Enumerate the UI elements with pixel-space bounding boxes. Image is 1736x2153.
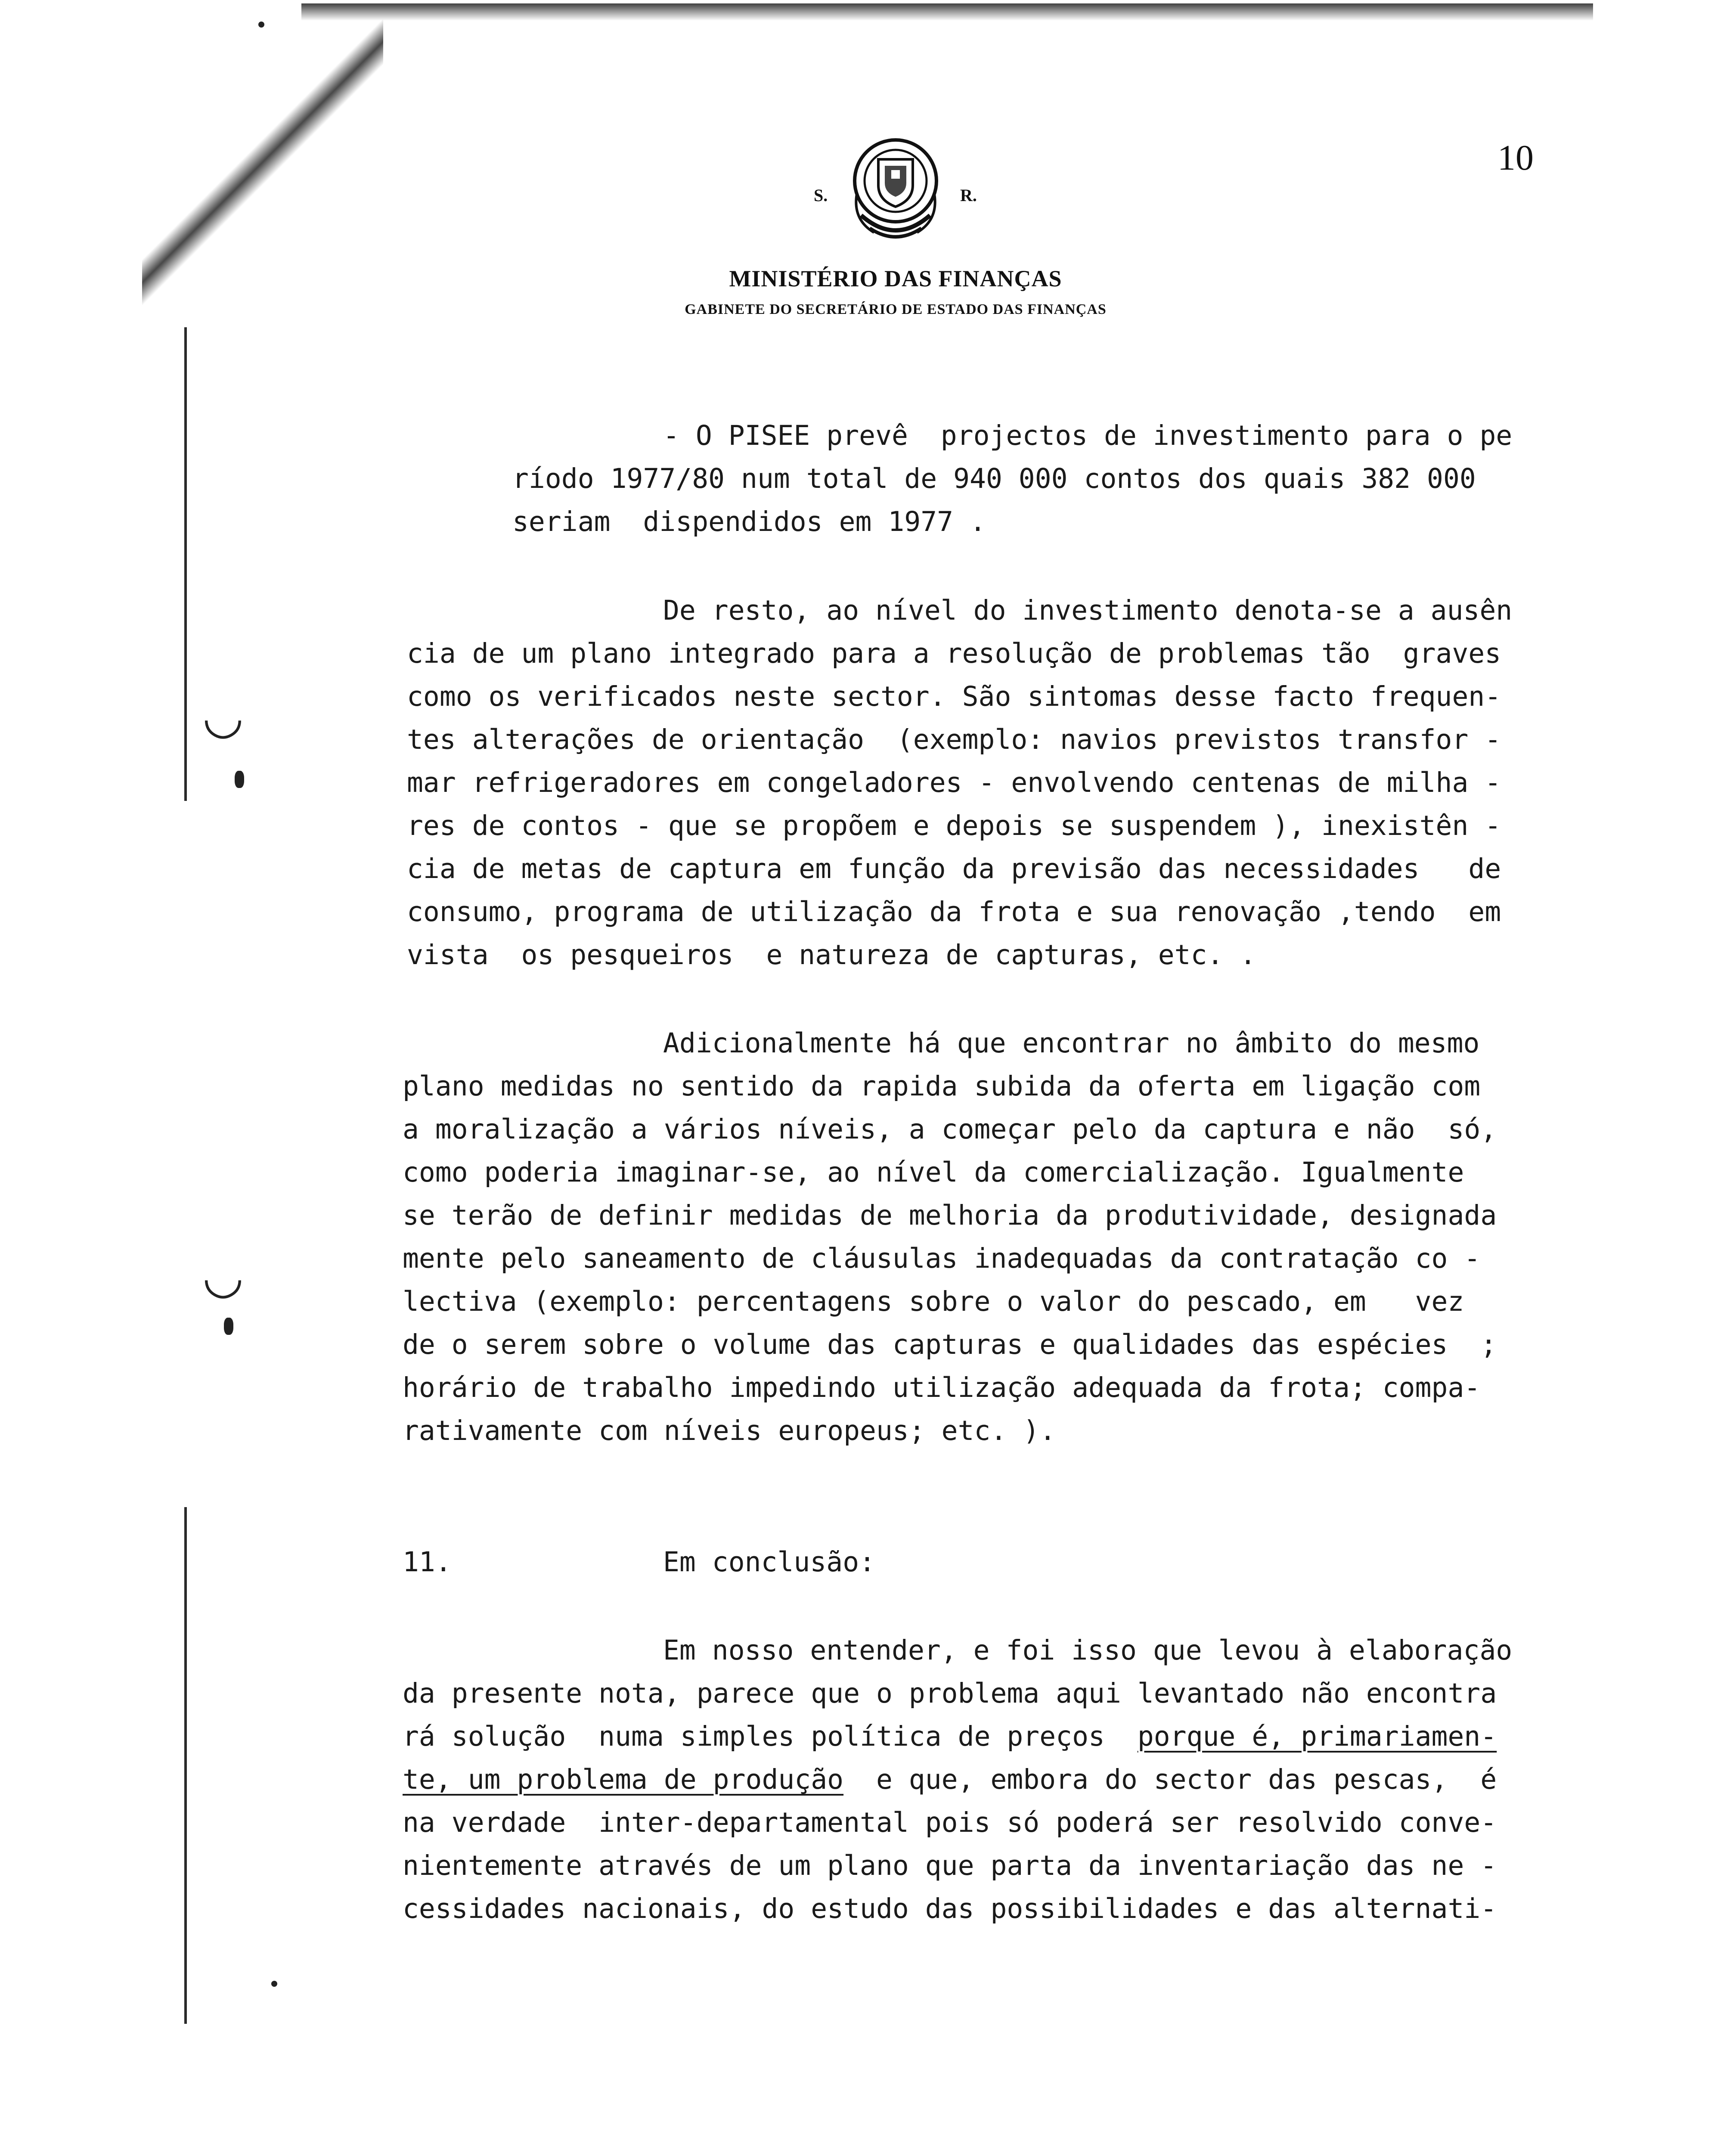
line-text: e que, embora do sector das pescas, é <box>843 1764 1497 1795</box>
paragraph-line <box>403 1759 1497 1800</box>
paragraph-line: cia de metas de captura em função da previsão das necessidades de <box>407 853 1501 884</box>
paragraph-line: res de contos - que se propõem e depois se suspendem ), inexistên - <box>407 810 1501 841</box>
paragraph-line: - O PISEE prevê projectos de investimento para o pe <box>663 420 1513 451</box>
paragraph-line: Adicionalmente há que encontrar no âmbito do mesmo <box>663 1027 1480 1059</box>
punch-hole-mark: ◡ <box>202 1249 244 1304</box>
paragraph-line: seriam dispendidos em 1977 . <box>512 506 986 537</box>
cabinet-name: GABINETE DO SECRETÁRIO DE ESTADO DAS FINANÇAS <box>685 301 1107 317</box>
initial-s: S. <box>814 186 828 205</box>
section-heading: Em conclusão: <box>663 1546 876 1578</box>
paragraph-line: na verdade inter-departamental pois só poderá ser resolvido conve- <box>403 1807 1497 1838</box>
paragraph-line: rativamente com níveis europeus; etc. ). <box>403 1415 1056 1446</box>
letterhead-emblem-row <box>788 129 1003 267</box>
portuguese-coat-of-arms-icon <box>848 129 943 258</box>
paragraph-line: como os verificados neste sector. São sintomas desse facto frequen- <box>407 681 1501 712</box>
scan-speck <box>258 22 264 28</box>
scan-speck <box>224 1318 233 1335</box>
paragraph-line: se terão de definir medidas de melhoria da produtividade, designada <box>403 1200 1497 1231</box>
paragraph-line: lectiva (exemplo: percentagens sobre o valor do pescado, em vez <box>403 1286 1464 1317</box>
line-text: rá solução numa simples política de preços <box>403 1721 1138 1752</box>
paragraph-line: nientemente através de um plano que parta da inventariação das ne - <box>403 1850 1497 1881</box>
paragraph-line: mar refrigeradores em congeladores - envolvendo centenas de milha - <box>407 767 1501 798</box>
initial-r: R. <box>960 186 977 205</box>
paragraph-line: Em nosso entender, e foi isso que levou à elaboração <box>663 1635 1513 1666</box>
underlined-text: porque é, primariamen- <box>1137 1721 1497 1752</box>
paragraph-line: de o serem sobre o volume das capturas e qualidades das espécies ; <box>403 1329 1497 1360</box>
paragraph-line: a moralização a vários níveis, a começar pelo da captura e não só, <box>403 1114 1497 1145</box>
page-number: 10 <box>1497 138 1534 178</box>
scan-fold-shadow <box>142 0 383 336</box>
paragraph-line: consumo, programa de utilização da frota e sua renovação ,tendo em <box>407 896 1501 928</box>
section-number: 11. <box>403 1546 452 1578</box>
scan-speck <box>271 1981 277 1987</box>
paragraph-line: como poderia imaginar-se, ao nível da comercialização. Igualmente <box>403 1157 1464 1188</box>
paragraph-line: De resto, ao nível do investimento denota-se a ausên <box>663 595 1513 626</box>
paragraph-line: da presente nota, parece que o problema aqui levantado não encontra <box>403 1678 1497 1709</box>
underlined-text: te, um problema de produção <box>403 1764 844 1795</box>
punch-hole-mark: ◡ <box>202 689 244 744</box>
scan-shadow-top <box>301 3 1593 21</box>
ministry-name: MINISTÉRIO DAS FINANÇAS <box>729 266 1062 292</box>
paragraph-line: cia de um plano integrado para a resolução de problemas tão graves <box>407 638 1501 669</box>
paragraph-line: tes alterações de orientação (exemplo: navios previstos transfor - <box>407 724 1501 755</box>
paragraph-line: plano medidas no sentido da rapida subida da oferta em ligação com <box>403 1070 1481 1102</box>
paragraph-line <box>403 1716 1497 1757</box>
paragraph-line: mente pelo saneamento de cláusulas inadequadas da contratação co - <box>403 1243 1481 1274</box>
scan-speck <box>235 771 244 788</box>
paragraph-line: horário de trabalho impedindo utilização adequada da frota; compa- <box>403 1372 1481 1403</box>
paragraph-line: ríodo 1977/80 num total de 940 000 contos dos quais 382 000 <box>512 463 1476 494</box>
scan-edge-line <box>184 327 187 801</box>
paragraph-line: vista os pesqueiros e natureza de capturas, etc. . <box>407 939 1256 971</box>
paragraph-line: cessidades nacionais, do estudo das possibilidades e das alternati- <box>403 1893 1497 1924</box>
scan-edge-line <box>184 1507 187 2024</box>
